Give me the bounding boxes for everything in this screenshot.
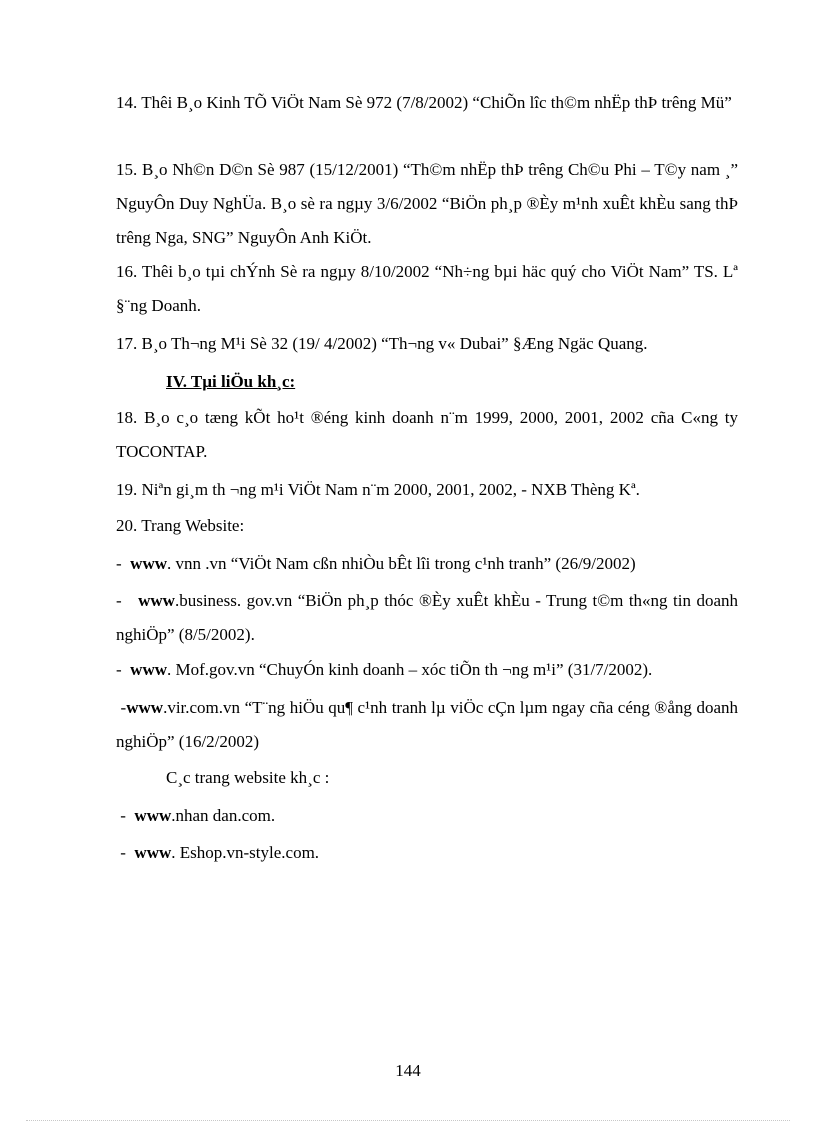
page-bottom-divider [26, 1120, 790, 1121]
website-bullet: - [116, 806, 135, 825]
reference-15: 15. B¸o Nh©n D©n Sè 987 (15/12/2001) “Th©m nhËp thÞ trêng Ch©u Phi – T©y nam ¸” NguyÔn Duy NghÜa. B¸o sè ra ngµy 3/6/2002 “BiÖn ph¸p ®Èy m¹nh xuÊt khÈu sang thÞ trêng Nga, SNG” NguyÔn Anh KiÖt. [116, 160, 738, 247]
website-www: www [134, 806, 172, 825]
website-text: . Mof.gov.vn “ChuyÓn kinh doanh – xóc tiÕn th ¬ng m¹i” (31/7/2002). [167, 660, 653, 679]
website-item [116, 660, 652, 680]
website-text: . vnn .vn “ViÖt Nam cßn nhiÒu bÊt lîi trong c¹nh tranh” (26/9/2002) [167, 554, 636, 573]
website-text: .vir.com.vn “T¨ng hiÖu qu¶ c¹nh tranh lµ viÖc cÇn lµm ngay cña céng ®ång doanh nghiÖp” (16/2/2002) [116, 698, 738, 751]
website-item [116, 554, 636, 574]
page-number: 144 [395, 1061, 421, 1080]
other-website-item [116, 806, 275, 826]
website-item [116, 691, 738, 759]
website-www: www [126, 698, 164, 717]
other-websites-heading: C¸c trang website kh¸c : [166, 768, 330, 787]
website-www: www [138, 591, 175, 610]
website-www: www [130, 660, 168, 679]
reference-16: 16. Thêi b¸o tµi chÝnh Sè ra ngµy 8/10/2002 “Nh÷ng bµi häc quý cho ViÖt Nam” TS. Lª §¨ng Doanh. [116, 262, 738, 315]
website-bullet: - [116, 843, 135, 862]
reference-18: 18. B¸o c¸o tæng kÕt ho¹t ®éng kinh doanh n¨m 1999, 2000, 2001, 2002 cña C«ng ty TOCONTAP. [116, 408, 738, 461]
website-bullet: - [116, 660, 131, 679]
reference-14: 14. Thêi B¸o Kinh TÕ ViÖt Nam Sè 972 (7/8/2002) “ChiÕn lîc th©m nhËp thÞ trêng Mü” [116, 93, 732, 112]
website-bullet: - [116, 698, 127, 717]
section-heading-other-documents: IV. Tµi liÖu kh¸c: [166, 372, 296, 391]
reference-19: 19. Niªn gi¸m th ¬ng m¹i ViÖt Nam n¨m 2000, 2001, 2002, - NXB Thèng Kª. [116, 480, 640, 499]
other-website-item [116, 843, 319, 863]
website-www: www [130, 554, 168, 573]
website-text: .nhan dan.com. [171, 806, 276, 825]
website-www: www [134, 843, 172, 862]
website-text: .business. gov.vn “BiÖn ph¸p thóc ®Èy xuÊt khÈu - Trung t©m th«ng tin doanh nghiÖp” (8/5/2002). [116, 591, 738, 644]
website-bullet: - [116, 591, 139, 610]
website-item [116, 584, 738, 652]
reference-20: 20. Trang Website: [116, 516, 245, 535]
reference-17: 17. B¸o Th¬ng M¹i Sè 32 (19/ 4/2002) “Th¬ng v« Dubai” §Æng Ngäc Quang. [116, 334, 648, 353]
website-bullet: - [116, 554, 131, 573]
website-text: . Eshop.vn-style.com. [171, 843, 320, 862]
